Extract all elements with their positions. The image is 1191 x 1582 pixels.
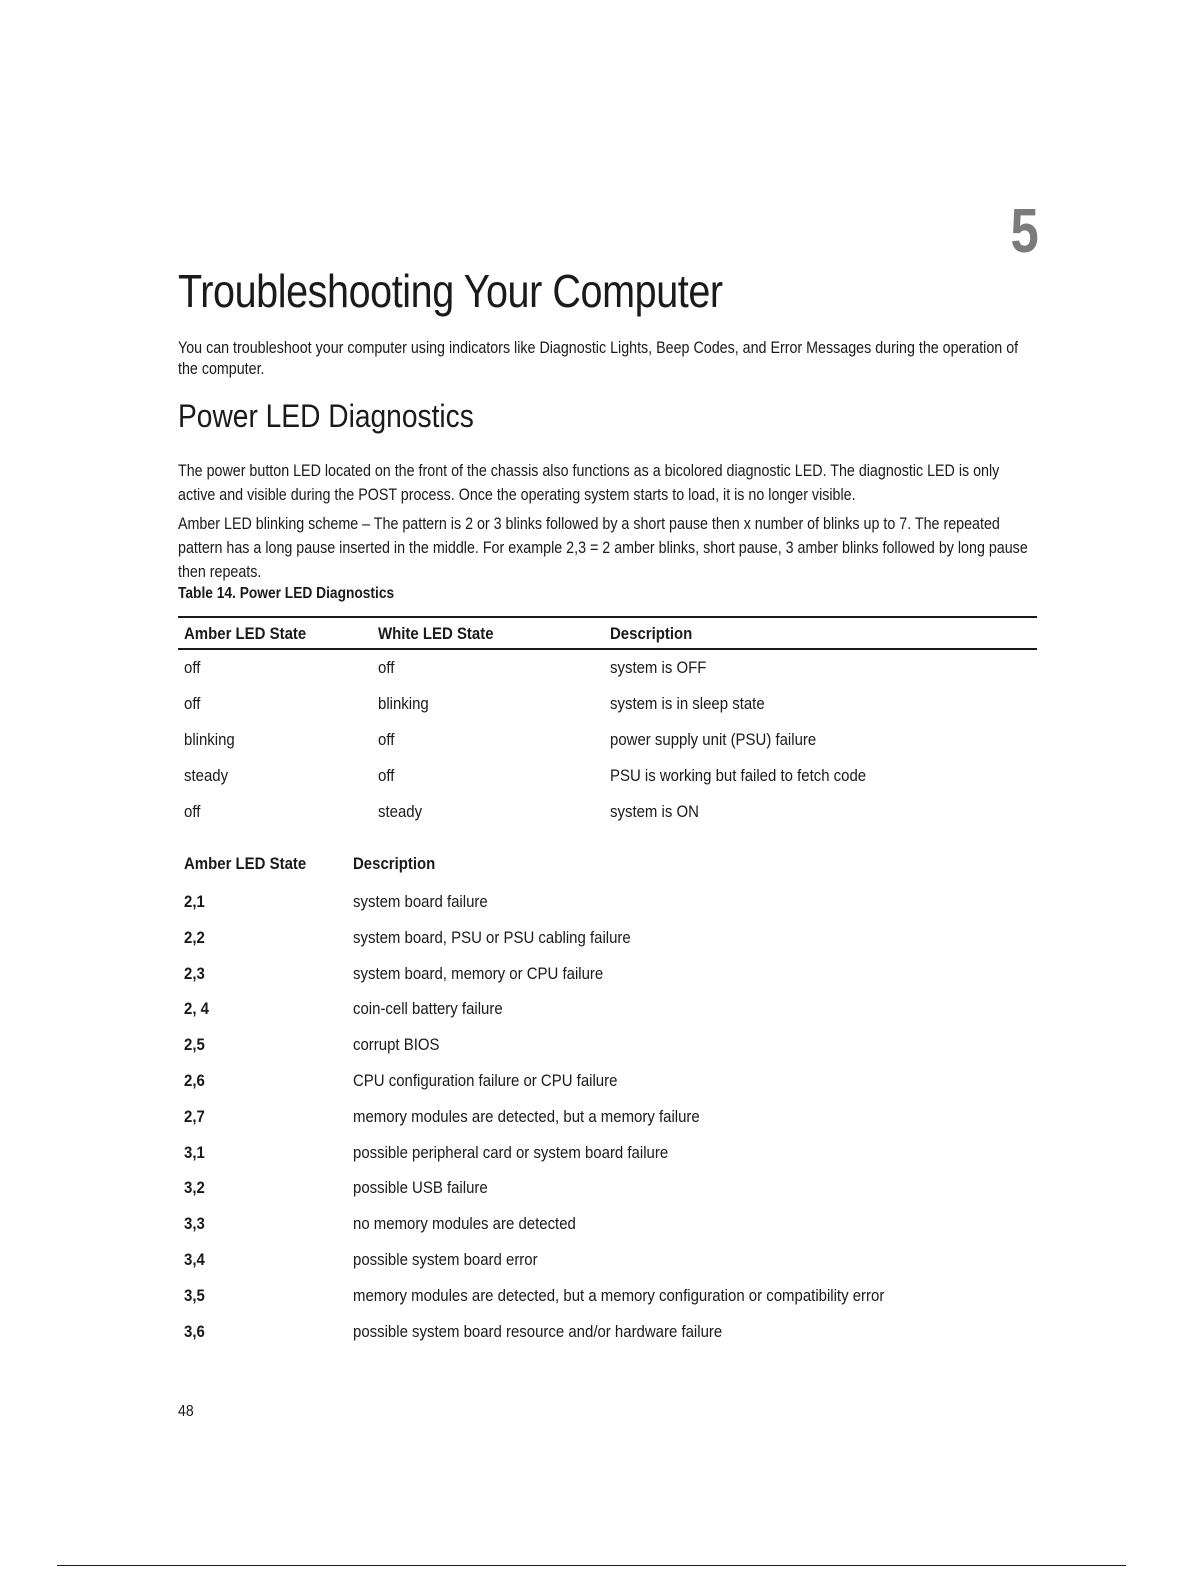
- table-caption: Table 14. Power LED Diagnostics: [178, 585, 395, 602]
- page-number: 48: [178, 1403, 194, 1420]
- white-state-cell: steady: [378, 802, 423, 821]
- chapter-number: 5: [1010, 197, 1038, 266]
- blink-code-cell: 2,7: [184, 1106, 205, 1126]
- table-row: [178, 1172, 1037, 1208]
- description-cell: memory modules are detected, but a memory failure: [353, 1106, 700, 1126]
- description-cell: system is in sleep state: [610, 694, 765, 713]
- blink-code-cell: 2,3: [184, 963, 205, 983]
- blink-code-cell: 2,5: [184, 1035, 205, 1055]
- section-paragraph-1: The power button LED located on the front of the chassis also functions as a bicolored diagnostic LED. The diagnostic LED is only active and visible during the POST process. Once the operating system starts to load, it is no longer visible.: [178, 461, 1000, 504]
- description-cell: no memory modules are detected: [353, 1214, 576, 1234]
- chapter-title: Troubleshooting Your Computer: [178, 265, 723, 317]
- table-row: [178, 794, 1037, 830]
- table-row: [178, 1137, 1037, 1173]
- chapter-intro: You can troubleshoot your computer using indicators like Diagnostic Lights, Beep Codes, and Error Messages during the operation of the computer.: [178, 338, 1019, 378]
- table-header-row: [178, 850, 1037, 886]
- table-header-row: [178, 618, 1037, 650]
- table-row: [178, 886, 1037, 922]
- description-cell: possible system board resource and/or hardware failure: [353, 1321, 723, 1341]
- header-amber-led-state: Amber LED State: [184, 854, 307, 873]
- amber-blink-codes-table: [178, 850, 1037, 1351]
- table-row: [178, 958, 1037, 994]
- white-state-cell: off: [378, 766, 395, 785]
- table-row: [178, 993, 1037, 1029]
- table-row: [178, 1280, 1037, 1316]
- white-state-cell: blinking: [378, 694, 429, 713]
- amber-state-cell: blinking: [184, 730, 235, 749]
- blink-code-cell: 3,1: [184, 1142, 205, 1162]
- description-cell: system is ON: [610, 802, 699, 821]
- blink-code-cell: 3,3: [184, 1214, 205, 1234]
- description-cell: power supply unit (PSU) failure: [610, 730, 817, 749]
- table-row: [178, 758, 1037, 794]
- description-cell: coin-cell battery failure: [353, 999, 503, 1019]
- header-description: Description: [610, 624, 693, 643]
- table-row: [178, 1101, 1037, 1137]
- amber-state-cell: off: [184, 802, 201, 821]
- blink-code-cell: 3,2: [184, 1178, 205, 1198]
- table-row: [178, 1029, 1037, 1065]
- power-led-table: [178, 616, 1037, 830]
- amber-state-cell: off: [184, 694, 201, 713]
- description-cell: CPU configuration failure or CPU failure: [353, 1070, 618, 1090]
- description-cell: system board failure: [353, 892, 488, 911]
- amber-state-cell: steady: [184, 766, 229, 785]
- table-row: [178, 722, 1037, 758]
- blink-code-cell: 2,6: [184, 1070, 205, 1090]
- section-paragraph-2: Amber LED blinking scheme – The pattern is 2 or 3 blinks followed by a short pause then x number of blinks up to 7. The repeated pattern has a long pause inserted in the middle. For example 2,3 = 2 amber blinks, short pause, 3 amber blinks followed by long pause then repeats.: [178, 514, 1028, 581]
- description-cell: system board, memory or CPU failure: [353, 963, 604, 983]
- description-cell: corrupt BIOS: [353, 1035, 440, 1055]
- table-row: [178, 650, 1037, 686]
- description-cell: memory modules are detected, but a memory configuration or compatibility error: [353, 1285, 885, 1305]
- white-state-cell: off: [378, 658, 395, 677]
- header-amber-led-state: Amber LED State: [184, 624, 307, 643]
- blink-code-cell: 3,5: [184, 1285, 205, 1305]
- table-row: [178, 1065, 1037, 1101]
- description-cell: PSU is working but failed to fetch code: [610, 766, 867, 785]
- description-cell: possible USB failure: [353, 1178, 488, 1198]
- blink-code-cell: 2,1: [184, 892, 205, 911]
- header-description: Description: [353, 854, 436, 873]
- table-row: [178, 922, 1037, 958]
- amber-state-cell: off: [184, 658, 201, 677]
- table-row: [178, 1316, 1037, 1352]
- blink-code-cell: 3,6: [184, 1321, 205, 1341]
- footer-rule: [57, 1565, 1126, 1566]
- blink-code-cell: 3,4: [184, 1249, 205, 1269]
- description-cell: possible system board error: [353, 1249, 538, 1269]
- header-white-led-state: White LED State: [378, 624, 494, 643]
- description-cell: system is OFF: [610, 658, 707, 677]
- description-cell: system board, PSU or PSU cabling failure: [353, 927, 631, 947]
- blink-code-cell: 2, 4: [184, 999, 209, 1019]
- description-cell: possible peripheral card or system board failure: [353, 1142, 669, 1162]
- table-row: [178, 1208, 1037, 1244]
- section-title: Power LED Diagnostics: [178, 398, 474, 434]
- white-state-cell: off: [378, 730, 395, 749]
- blink-code-cell: 2,2: [184, 927, 205, 947]
- table-row: [178, 1244, 1037, 1280]
- table-row: [178, 686, 1037, 722]
